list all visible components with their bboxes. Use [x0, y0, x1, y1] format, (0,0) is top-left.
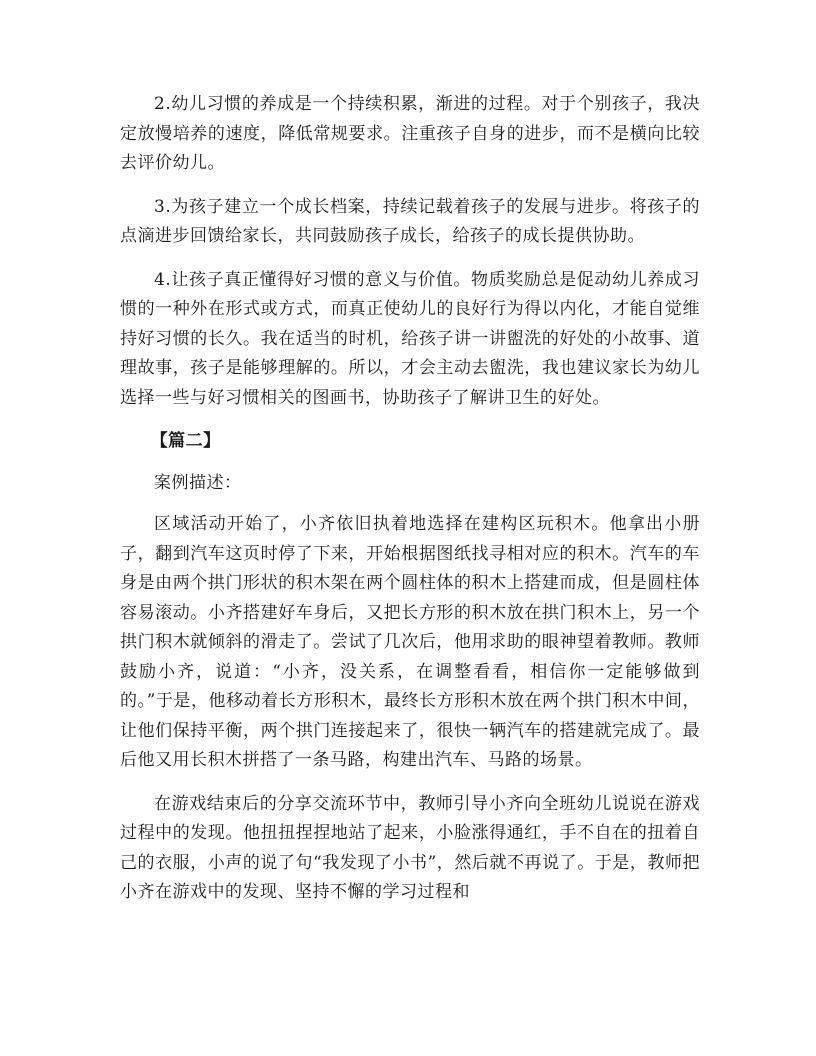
- paragraph-growth-record: 3.为孩子建立一个成长档案，持续记载着孩子的发展与进步。将孩子的点滴进步回馈给家长，共同鼓励孩子成长，给孩子的成长提供协助。: [120, 196, 700, 246]
- document-body: [120, 90, 700, 922]
- case-description-label: 案例描述：: [154, 472, 242, 493]
- paragraph-case-sharing: 在游戏结束后的分享交流环节中，教师引导小齐向全班幼儿说说在游戏过程中的发现。他扭扭捏捏地站了起来，小脸涨得通红，手不自在的扭着自己的衣服，小声的说了句“我发现了小书”，然后就不再说了。于是，教师把小齐在游戏中的发现、坚持不懈的学习过程和: [120, 793, 700, 902]
- paragraph-case-building: 区域活动开始了，小齐依旧执着地选择在建构区玩积木。他拿出小册子，翻到汽车这页时停了下来，开始根据图纸找寻相对应的积木。汽车的车身是由两个拱门形状的积木架在两个圆柱体的积木上搭建而成，但是圆柱体容易滚动。小齐搭建好车身后，又把长方形的积木放在拱门积木上，另一个拱门积木就倾斜的滑走了。尝试了几次后，他用求助的眼神望着教师。教师鼓励小齐，说道：“小齐，没关系，在调整看看，相信你一定能够做到的。”于是，他移动着长方形积木，最终长方形积木放在两个拱门积木中间，让他们保持平衡，两个拱门连接起来了，很快一辆汽车的搭建就完成了。最后他又用长积木拼搭了一条马路，构建出汽车、马路的场景。: [120, 514, 700, 770]
- section-heading: 【篇二】: [150, 431, 221, 451]
- paragraph-habit-meaning: 4.让孩子真正懂得好习惯的意义与价值。物质奖励总是促动幼儿养成习惯的一种外在形式或方式，而真正使幼儿的良好行为得以内化，才能自觉维持好习惯的长久。我在适当的时机，给孩子讲一讲盥洗的好处的小故事、道理故事，孩子是能够理解的。所以，才会主动去盥洗，我也建议家长为幼儿选择一些与好习惯相关的图画书，协助孩子了解讲卫生的好处。: [120, 269, 700, 408]
- paragraph-habit-gradual: 2.幼儿习惯的养成是一个持续积累，渐进的过程。对于个别孩子，我决定放慢培养的速度，降低常规要求。注重孩子自身的进步，而不是横向比较去评价幼儿。: [120, 94, 700, 173]
